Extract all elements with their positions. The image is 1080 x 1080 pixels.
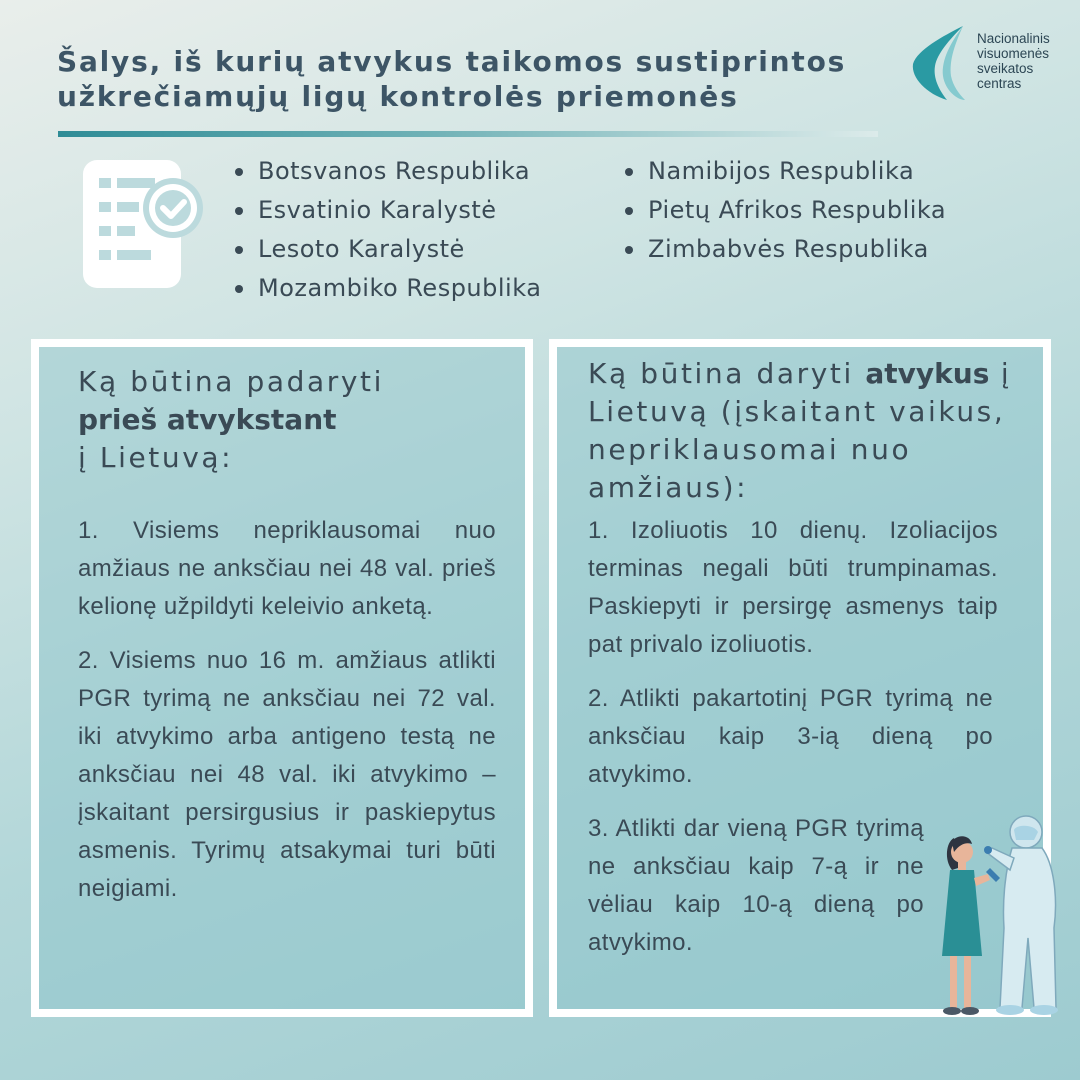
title-line-2: užkrečiamųjų ligų kontrolės priemonės: [57, 80, 739, 113]
list-item: Esvatinio Karalystė: [232, 191, 541, 230]
title-line-1: Šalys, iš kurių atvykus taikomos sustiprintos: [57, 45, 847, 78]
before-arrival-heading: [78, 363, 498, 477]
logo-line: visuomenės: [977, 46, 1050, 61]
list-item: Pietų Afrikos Respublika: [622, 191, 946, 230]
list-item: 1. Izoliuotis 10 dienų. Izoliacijos terminas negali būti trumpinamas. Paskiepyti ir persirgę asmenys taip pat privalo izoliuotis.: [588, 517, 998, 658]
document-check-icon: [83, 160, 203, 290]
title-underline: [58, 131, 878, 137]
page-title: [57, 44, 877, 114]
heading-line: į Lietuvą:: [78, 441, 234, 474]
list-item: Mozambiko Respublika: [232, 269, 541, 308]
pcr-test-illustration: [930, 808, 1070, 1023]
country-list-column-2: [622, 152, 946, 269]
heading-bold: prieš atvykstant: [78, 403, 337, 436]
list-item: 2. Visiems nuo 16 m. amžiaus atlikti PGR tyrimą ne anksčiau nei 72 val. iki atvykimo arba antigeno testą ne anksčiau nei 48 val. iki atvykimo – įskaitant persirgusius ir paskiepytus asmenis. Tyrimų atsakymai turi būti neigiami.: [78, 647, 496, 902]
logo-line: Nacionalinis: [977, 31, 1050, 46]
heading-line: į Lietuvą (įskaitant vaikus, nepriklausomai nuo amžiaus):: [588, 357, 1012, 504]
list-item: Zimbabvės Respublika: [622, 230, 946, 269]
heading-line: Ką būtina daryti: [588, 357, 854, 390]
list-item: Botsvanos Respublika: [232, 152, 541, 191]
logo-line: centras: [977, 76, 1022, 91]
list-item: Lesoto Karalystė: [232, 230, 541, 269]
before-arrival-text: [78, 512, 496, 924]
after-arrival-heading: [588, 355, 1033, 507]
list-item: 3. Atlikti dar vieną PGR tyrimą ne anksčiau kaip 7-ą ir ne vėliau kaip 10-ą dieną po atvykimo.: [588, 815, 924, 956]
logo-text: [977, 31, 1050, 91]
logo-line: sveikatos: [977, 61, 1034, 76]
list-item: 2. Atlikti pakartotinį PGR tyrimą ne anksčiau kaip 3-ią dieną po atvykimo.: [588, 685, 993, 788]
list-item: 1. Visiems nepriklausomai nuo amžiaus ne anksčiau nei 48 val. prieš kelionę užpildyti keleivio anketą.: [78, 517, 496, 620]
heading-line: Ką būtina padaryti: [78, 365, 385, 398]
country-list-column-1: [232, 152, 541, 308]
list-item: Namibijos Respublika: [622, 152, 946, 191]
heading-bold: atvykus: [865, 357, 990, 390]
